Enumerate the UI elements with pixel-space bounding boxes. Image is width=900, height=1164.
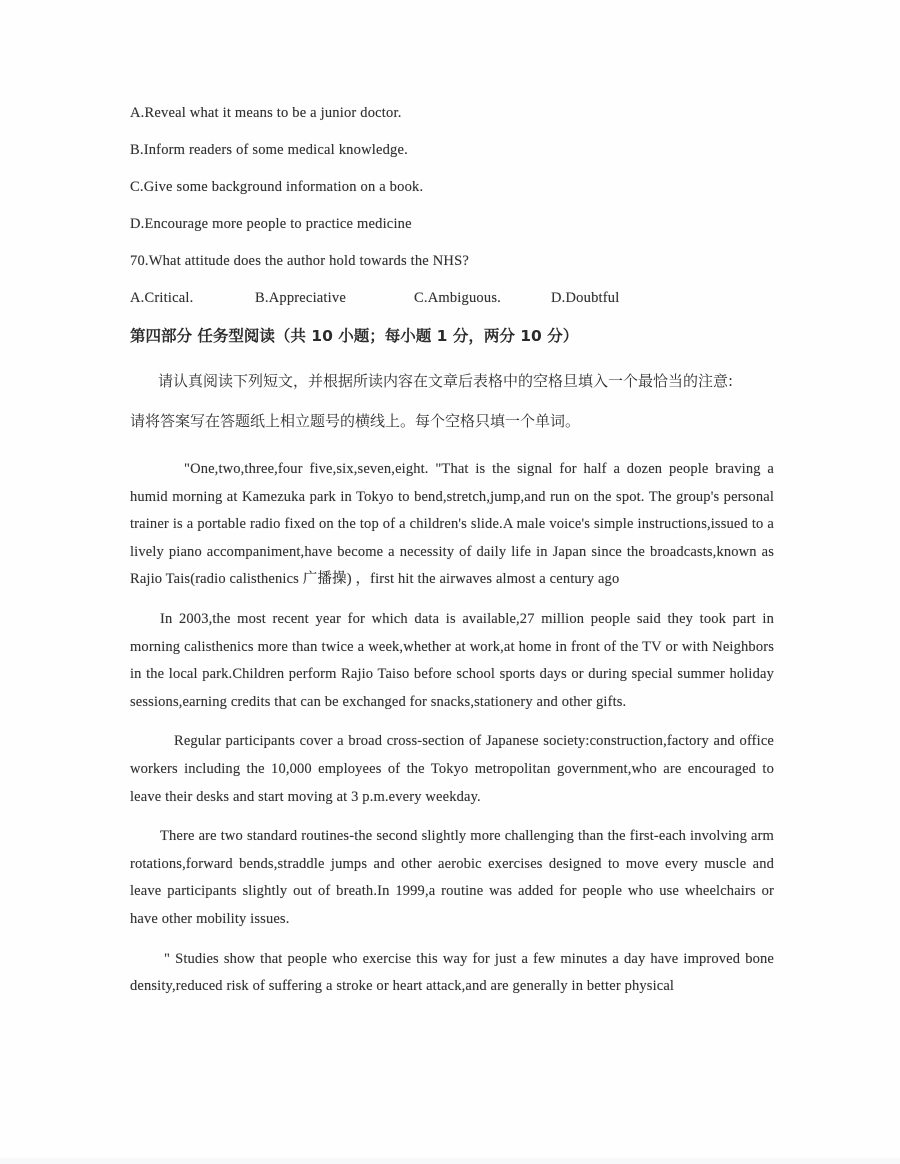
- instruction-line-1: 请认真阅读下列短文，并根据所读内容在文章后表格中的空格旦填入一个最恰当的注意:: [158, 372, 734, 390]
- question-70-stem: 70.What attitude does the author hold towards the NHS?: [130, 253, 469, 269]
- question-70-option-a: A.Critical.: [130, 290, 194, 306]
- option-line-c: C.Give some background information on a book.: [130, 179, 424, 195]
- instruction-line-2: 请将答案写在答题纸上相立题号的横线上。每个空格只填一个单词。: [130, 412, 581, 430]
- question-70-options: [130, 288, 774, 309]
- passage-paragraph-4: There are two standard routines-the second slightly more challenging than the first-each involving arm rotations,forward bends,straddle jumps and other aerobic exercises designed to move every muscle and leave participants slightly out of breath.In 1999,a routine was added for people who use wheelchairs or have other mobility issues.: [130, 828, 774, 927]
- page-bottom-edge: [0, 1158, 900, 1164]
- question-70-option-b: B.Appreciative: [255, 290, 346, 306]
- question-70-option-c: C.Ambiguous.: [414, 290, 501, 306]
- passage-paragraph-1: "One,two,three,four five,six,seven,eight. "That is the signal for half a dozen people braving a humid morning at Kamezuka park in Tokyo to bend,stretch,jump,and run on the spot. The group's personal trainer is a portable radio fixed on the top of a children's slide.A male voice's simple instructions,issued to a lively piano accompaniment,have become a necessity of daily life in Japan since the broadcasts,known as Rajio Tais(radio calisthenics 广播操) ，first hit the airwaves almost a century ago: [130, 461, 774, 588]
- passage-paragraph-2: In 2003,the most recent year for which data is available,27 million people said they took part in morning calisthenics more than twice a week,whether at work,at home in front of the TV or with Neighbors in the local park.Children perform Rajio Taiso before school sports days or during special summer holiday sessions,earning credits that can be exchanged for snacks,stationery and other gifts.: [130, 610, 774, 710]
- option-line-b: B.Inform readers of some medical knowledge.: [130, 142, 408, 158]
- option-line-d: D.Encourage more people to practice medicine: [130, 216, 412, 232]
- passage-paragraph-3: Regular participants cover a broad cross-section of Japanese society:construction,factory and office workers including the 10,000 employees of the Tokyo metropolitan government,who are encouraged to leave their desks and start moving at 3 p.m.every weekday.: [130, 733, 774, 805]
- reading-passage: [130, 456, 774, 1001]
- option-line-a: A.Reveal what it means to be a junior doctor.: [130, 105, 402, 121]
- section-4-header: 第四部分 任务型阅读（共 10 小题；每小题 1 分，两分 10 分）: [130, 327, 579, 345]
- passage-paragraph-5: " Studies show that people who exercise this way for just a few minutes a day have improved bone density,reduced risk of suffering a stroke or heart attack,and are generally in better physical: [130, 950, 774, 995]
- question-70-option-d: D.Doubtful: [551, 290, 620, 306]
